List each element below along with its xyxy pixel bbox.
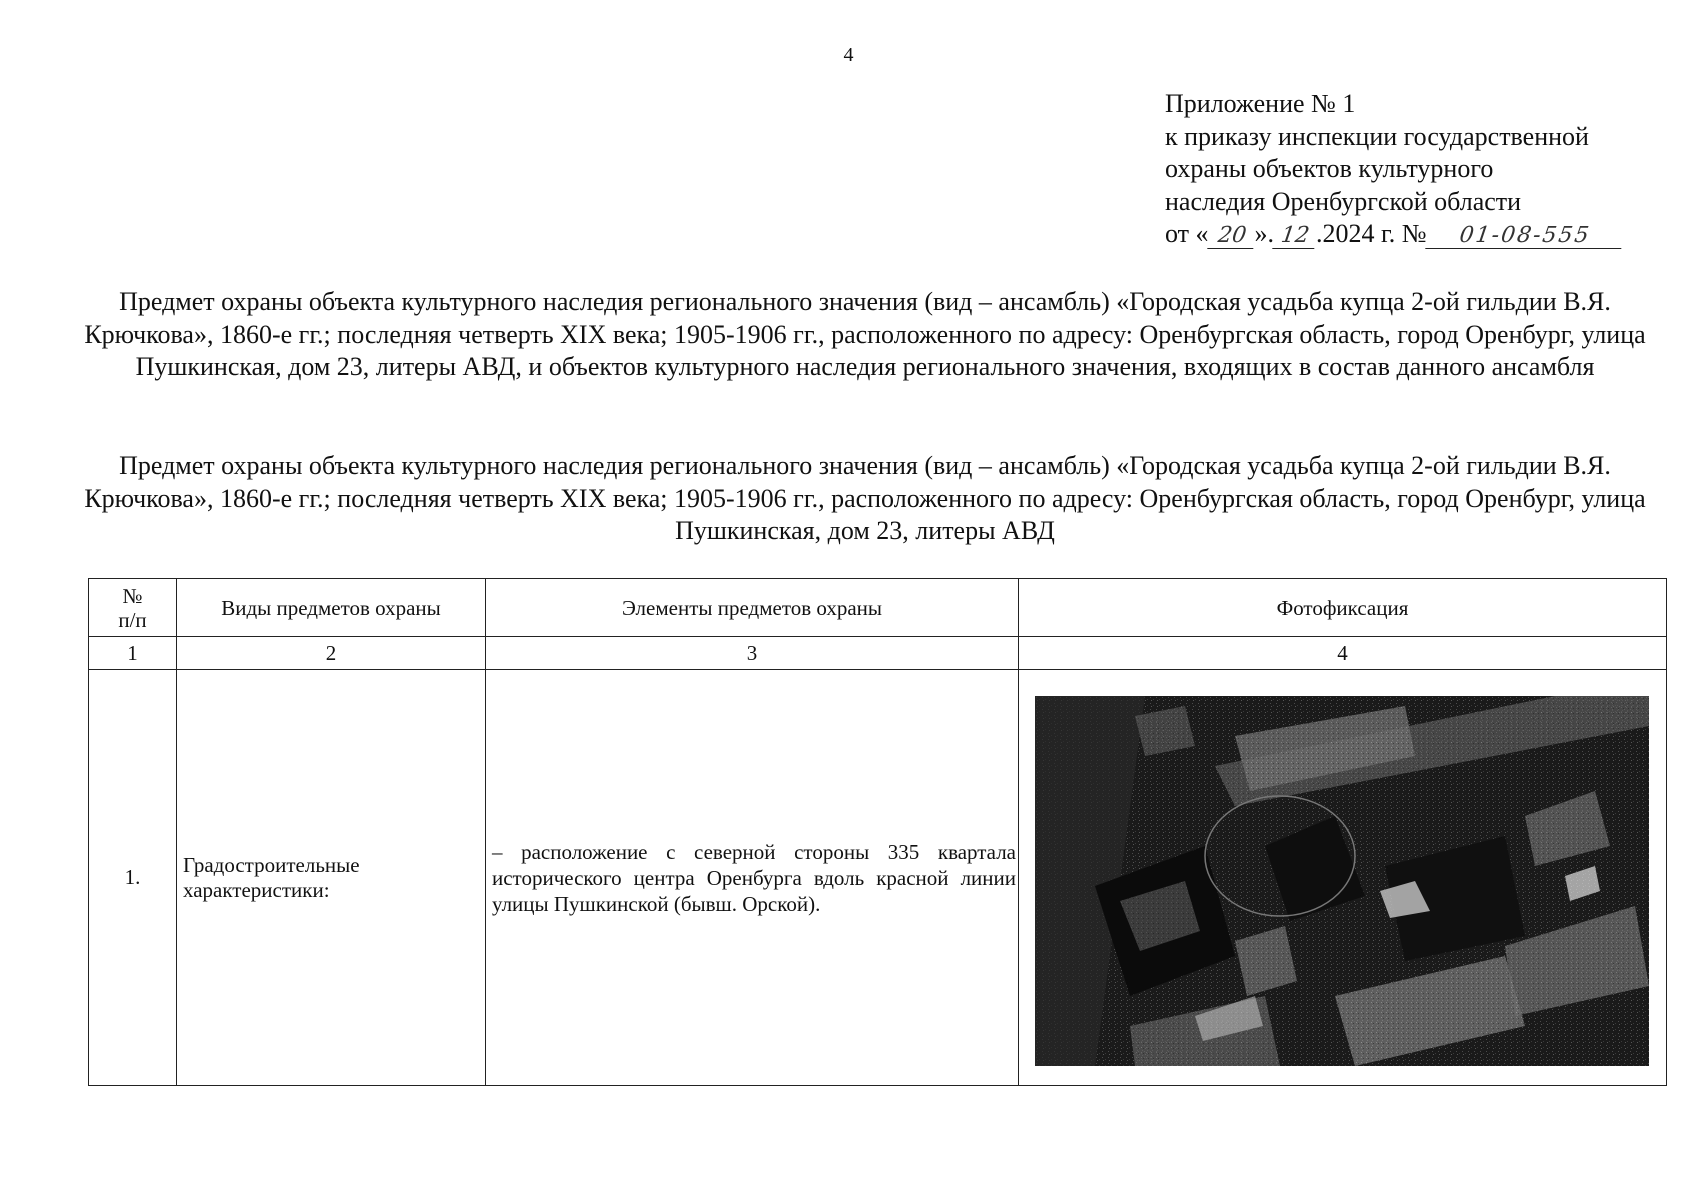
- table-row: [89, 670, 1667, 1086]
- approval-line-1: Приложение № 1: [1165, 89, 1356, 118]
- handwritten-month: 12: [1272, 224, 1318, 249]
- row-kind-line2: характеристики:: [183, 877, 330, 902]
- title-ensemble: Предмет охраны объекта культурного наследия регионального значения (вид – ансамбль) «Городская усадьба купца 2-ой гильдии В.Я. Крючкова», 1860-е гг.; последняя четверть XIX века; 1905-1906 гг., расположенного по адресу: Оренбургская область, город Оренбург, улица Пушкинская, дом 23, литеры АВД: [84, 451, 1646, 545]
- row-kind: [177, 670, 486, 1086]
- approval-date-line: [1165, 218, 1665, 251]
- col-number-4: 4: [1019, 637, 1667, 670]
- row-photo-cell: [1019, 670, 1667, 1086]
- approval-line-4: наследия Оренбургской области: [1165, 186, 1522, 216]
- header-photo: Фотофиксация: [1019, 579, 1667, 637]
- page-number: 4: [843, 44, 854, 66]
- year-suffix: .2024 г. №: [1316, 219, 1427, 248]
- title-ensemble-with-objects: Предмет охраны объекта культурного наследия регионального значения (вид – ансамбль) «Городская усадьба купца 2-ой гильдии В.Я. Крючкова», 1860-е гг.; последняя четверть XIX века; 1905-1906 гг., расположенного по адресу: Оренбургская область, город Оренбург, улица Пушкинская, дом 23, литеры АВД, и объектов культурного наследия регионального значения, входящих в состав данного ансамбля: [84, 287, 1646, 381]
- approval-block: [1165, 88, 1665, 251]
- col-number-2: 2: [177, 637, 486, 670]
- header-num-line2: п/п: [118, 607, 147, 632]
- column-number-row: [89, 637, 1667, 670]
- handwritten-order-number: 01-08-555: [1425, 224, 1625, 249]
- header-num: [89, 579, 177, 637]
- row-number: 1.: [89, 670, 177, 1086]
- approval-line-3: охраны объектов культурного: [1165, 154, 1494, 183]
- row-elements: – расположение с северной стороны 335 квартала исторического центра Оренбурга вдоль красной линии улицы Пушкинской (бывш. Орской).: [486, 670, 1019, 1086]
- protection-table: [88, 578, 1667, 1086]
- approval-line-2: к приказу инспекции государственной: [1165, 121, 1589, 151]
- header-num-line1: №: [122, 583, 143, 608]
- table-header-row: [89, 579, 1667, 637]
- col-number-1: 1: [89, 637, 177, 670]
- row-kind-line1: Градостроительные: [183, 852, 360, 877]
- header-kind: Виды предметов охраны: [177, 579, 486, 637]
- header-elements: Элементы предметов охраны: [486, 579, 1019, 637]
- date-prefix: от «: [1165, 219, 1209, 248]
- aerial-photo: [1035, 696, 1649, 1066]
- col-number-3: 3: [486, 637, 1019, 670]
- handwritten-day: 20: [1207, 224, 1257, 249]
- date-separator: ».: [1254, 219, 1275, 248]
